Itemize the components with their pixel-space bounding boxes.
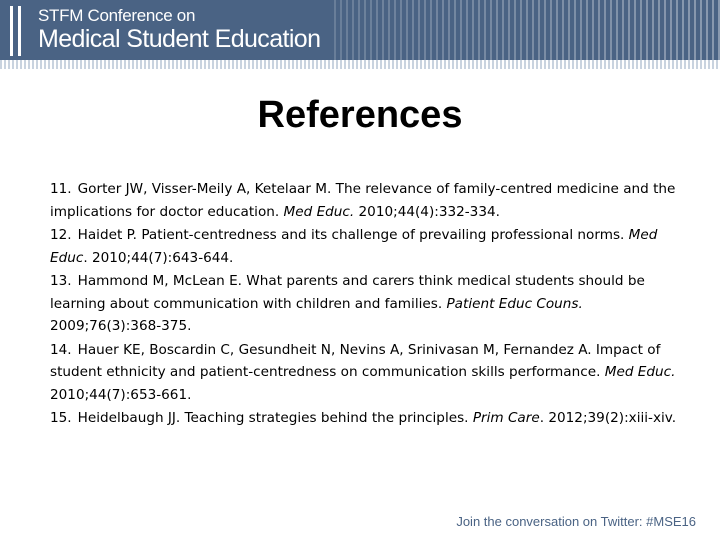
reference-citation: 2010;44(4):332-334. [354, 203, 500, 220]
reference-journal: Patient Educ Couns. [446, 295, 583, 312]
reference-number: 15. [50, 410, 72, 426]
reference-journal: Med Educ. [604, 364, 676, 380]
twitter-footer: Join the conversation on Twitter: #MSE16 [456, 514, 696, 529]
reference-text: Hauer KE, Boscardin C, Gesundheit N, Nevins A, Srinivasan M, Fernandez A. Impact of student ethnicity and patient-centredness on communication skills performance. [50, 341, 661, 380]
reference-item [50, 224, 680, 269]
reference-citation: 2010;44(7):653-661. [50, 386, 192, 403]
reference-number: 12. [50, 227, 72, 243]
reference-citation: . 2010;44(7):643-644. [83, 249, 234, 266]
reference-item [50, 178, 680, 223]
slide-title: References [257, 94, 463, 136]
reference-item [50, 339, 680, 407]
reference-item [50, 270, 680, 338]
header-stripes [330, 0, 720, 60]
conference-header [0, 0, 720, 60]
header-underline [0, 60, 720, 69]
reference-journal: Med Educ [50, 227, 658, 266]
reference-list [50, 178, 680, 431]
reference-journal: Prim Care [472, 410, 540, 426]
reference-item [50, 407, 680, 430]
reference-text: Gorter JW, Visser-Meily A, Ketelaar M. The relevance of family-centred medicine and the implications for doctor education. [50, 181, 676, 220]
reference-citation: 2009;76(3):368-375. [50, 318, 192, 334]
reference-text: Haidet P. Patient-centredness and its challenge of prevailing professional norms. [77, 227, 629, 243]
reference-number: 11. [50, 181, 72, 197]
header-bar-icon [10, 6, 13, 56]
header-bar-icon-2 [18, 6, 21, 56]
reference-number: 13. [50, 273, 72, 289]
reference-text: Heidelbaugh JJ. Teaching strategies behind the principles. [77, 410, 473, 426]
conference-name-line2: Medical Student Education [38, 25, 321, 53]
reference-journal: Med Educ. [283, 203, 355, 220]
reference-text: Hammond M, McLean E. What parents and carers think medical students should be learning about communication with children and families. [50, 273, 645, 312]
conference-name-line1: STFM Conference on [38, 6, 196, 25]
reference-citation: . 2012;39(2):xiii-xiv. [539, 410, 677, 426]
reference-number: 14. [50, 341, 72, 358]
